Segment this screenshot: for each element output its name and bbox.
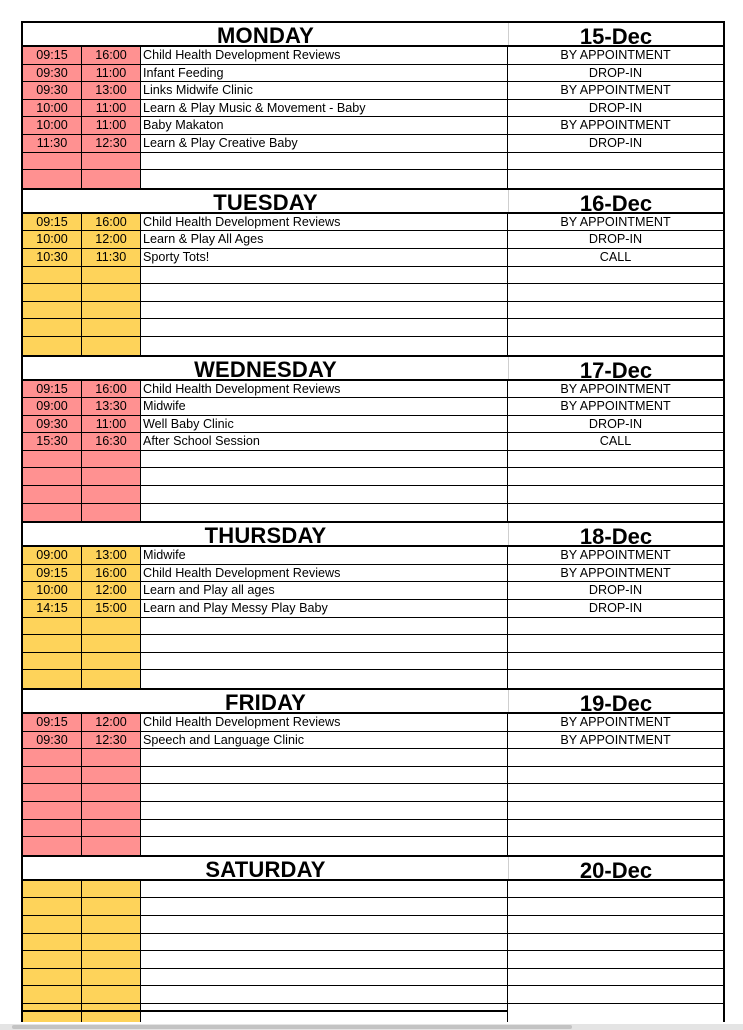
- booking-type: BY APPOINTMENT: [560, 732, 671, 747]
- booking-type: [508, 504, 723, 522]
- start-time: [23, 653, 82, 670]
- schedule-row: [23, 986, 723, 1004]
- end-time: [82, 986, 141, 1003]
- activity-name: Child Health Development Reviews: [141, 565, 508, 582]
- schedule-row: [23, 267, 723, 285]
- schedule-row: [23, 381, 723, 399]
- day-header: [23, 188, 723, 214]
- end-time: [82, 802, 141, 819]
- start-time: 09:15: [23, 214, 82, 231]
- booking-type: DROP-IN: [588, 583, 643, 598]
- schedule-row: [23, 784, 723, 802]
- schedule-row: [23, 319, 723, 337]
- schedule-row: [23, 398, 723, 416]
- booking-type: BY APPOINTMENT: [560, 715, 671, 729]
- end-time: [82, 881, 141, 898]
- schedule-row: [23, 468, 723, 486]
- booking-type: DROP-IN: [588, 65, 643, 80]
- booking-type: BY APPOINTMENT: [560, 565, 671, 580]
- booking-type: [508, 284, 723, 301]
- end-time: [82, 302, 141, 319]
- booking-type: [508, 653, 723, 670]
- booking-type: [508, 934, 723, 951]
- activity-name: [141, 504, 508, 522]
- end-time: [82, 898, 141, 915]
- start-time: [23, 969, 82, 986]
- activity-name: [141, 451, 508, 468]
- start-time: [23, 898, 82, 915]
- schedule-row: [23, 170, 723, 188]
- activity-name: Learn & Play All Ages: [141, 231, 508, 248]
- booking-type: [508, 153, 723, 170]
- booking-type: [508, 837, 723, 855]
- day-date: 18-Dec: [508, 523, 723, 545]
- activity-name: [141, 267, 508, 284]
- booking-type: [508, 767, 723, 784]
- end-time: [82, 635, 141, 652]
- end-time: [82, 337, 141, 355]
- start-time: 09:15: [23, 714, 82, 731]
- activity-name: [141, 934, 508, 951]
- booking-type: [508, 916, 723, 933]
- schedule-row: [23, 618, 723, 636]
- booking-type: [508, 670, 723, 688]
- activity-name: [141, 1004, 508, 1022]
- day-header: [23, 21, 723, 47]
- activity-name: [141, 337, 508, 355]
- activity-name: [141, 153, 508, 170]
- start-time: 14:15: [23, 600, 82, 617]
- schedule-row: [23, 416, 723, 434]
- schedule-row: [23, 820, 723, 838]
- booking-type: [508, 1004, 723, 1022]
- activity-name: [141, 820, 508, 837]
- schedule-row: [23, 732, 723, 750]
- start-time: [23, 951, 82, 968]
- activity-name: Midwife: [141, 398, 508, 415]
- schedule-row: [23, 635, 723, 653]
- day-header: [23, 521, 723, 550]
- day-name: SATURDAY: [205, 856, 326, 882]
- activity-name: [141, 653, 508, 670]
- end-time: 16:00: [82, 47, 141, 64]
- activity-name: [141, 767, 508, 784]
- schedule-row: [23, 65, 723, 83]
- activity-name: Learn & Play Creative Baby: [141, 135, 508, 152]
- activity-name: [141, 986, 508, 1003]
- end-time: 12:00: [82, 714, 141, 731]
- booking-type: BY APPOINTMENT: [560, 214, 671, 229]
- start-time: [23, 670, 82, 688]
- end-time: [82, 916, 141, 933]
- activity-name: Learn & Play Music & Movement - Baby: [141, 100, 508, 117]
- schedule-row: [23, 117, 723, 135]
- scrollbar-thumb[interactable]: [12, 1025, 572, 1029]
- schedule-row: [23, 284, 723, 302]
- day-header: [23, 688, 723, 714]
- day-date: 19-Dec: [508, 690, 723, 712]
- activity-name: Child Health Development Reviews: [141, 714, 508, 731]
- end-time: [82, 837, 141, 855]
- booking-type: [508, 486, 723, 503]
- start-time: 09:00: [23, 398, 82, 415]
- start-time: 09:15: [23, 381, 82, 398]
- schedule-row: [23, 504, 723, 522]
- activity-name: Speech and Language Clinic: [141, 732, 508, 749]
- end-time: [82, 267, 141, 284]
- day-section-monday: [21, 21, 725, 188]
- end-time: [82, 486, 141, 503]
- booking-type: [508, 451, 723, 468]
- start-time: [23, 784, 82, 801]
- start-time: [23, 802, 82, 819]
- booking-type: [508, 969, 723, 986]
- end-time: 12:00: [82, 582, 141, 599]
- booking-type: BY APPOINTMENT: [560, 48, 671, 62]
- schedule-row: [23, 302, 723, 320]
- schedule-row: [23, 881, 723, 899]
- day-header: [23, 855, 723, 881]
- end-time: 13:00: [82, 82, 141, 99]
- day-date: 17-Dec: [508, 357, 723, 379]
- start-time: 10:00: [23, 117, 82, 134]
- end-time: [82, 319, 141, 336]
- end-time: [82, 951, 141, 968]
- activity-name: Child Health Development Reviews: [141, 47, 508, 64]
- day-name: THURSDAY: [204, 523, 327, 549]
- start-time: [23, 934, 82, 951]
- end-time: 12:00: [82, 231, 141, 248]
- activity-name: [141, 468, 508, 485]
- booking-type: DROP-IN: [588, 100, 643, 115]
- start-time: [23, 284, 82, 301]
- end-time: [82, 934, 141, 951]
- day-name: FRIDAY: [224, 690, 307, 715]
- end-time: 11:30: [82, 249, 141, 266]
- start-time: 10:00: [23, 100, 82, 117]
- schedule-row: [23, 433, 723, 451]
- schedule-row: [23, 802, 723, 820]
- activity-name: [141, 898, 508, 915]
- booking-type: DROP-IN: [588, 601, 643, 616]
- start-time: [23, 916, 82, 933]
- end-time: [82, 468, 141, 485]
- weekly-schedule-sheet: [21, 21, 725, 1022]
- end-time: 13:30: [82, 398, 141, 415]
- booking-type: BY APPOINTMENT: [560, 381, 671, 396]
- booking-type: [508, 267, 723, 284]
- booking-type: [508, 170, 723, 188]
- activity-name: [141, 486, 508, 503]
- schedule-row: [23, 486, 723, 504]
- start-time: [23, 820, 82, 837]
- activity-name: After School Session: [141, 433, 508, 450]
- activity-name: Sporty Tots!: [141, 249, 508, 266]
- activity-name: Infant Feeding: [141, 65, 508, 82]
- day-name: MONDAY: [217, 23, 314, 48]
- schedule-row: [23, 565, 723, 583]
- activity-name: [141, 635, 508, 652]
- start-time: [23, 486, 82, 503]
- activity-name: Learn and Play Messy Play Baby: [141, 600, 508, 617]
- end-time: 11:00: [82, 65, 141, 82]
- start-time: [23, 302, 82, 319]
- start-time: 09:30: [23, 65, 82, 82]
- end-time: [82, 1004, 141, 1022]
- schedule-row: [23, 100, 723, 118]
- day-section-thursday: [21, 521, 725, 688]
- activity-name: [141, 951, 508, 968]
- activity-name: Child Health Development Reviews: [141, 381, 508, 398]
- activity-name: [141, 881, 508, 898]
- booking-type: BY APPOINTMENT: [560, 399, 671, 414]
- end-time: 16:00: [82, 214, 141, 231]
- end-time: 12:30: [82, 135, 141, 152]
- end-time: 16:00: [82, 381, 141, 398]
- start-time: [23, 618, 82, 635]
- day-section-wednesday: [21, 355, 725, 522]
- day-section-tuesday: [21, 188, 725, 355]
- schedule-row: [23, 249, 723, 267]
- activity-name: [141, 319, 508, 336]
- activity-name: [141, 749, 508, 766]
- booking-type: [508, 784, 723, 801]
- booking-type: [508, 302, 723, 319]
- end-time: 11:00: [82, 100, 141, 117]
- booking-type: BY APPOINTMENT: [560, 548, 671, 563]
- schedule-row: [23, 547, 723, 565]
- end-time: [82, 653, 141, 670]
- end-time: [82, 670, 141, 688]
- end-time: [82, 284, 141, 301]
- schedule-row: [23, 670, 723, 688]
- booking-type: DROP-IN: [588, 232, 643, 247]
- start-time: 10:30: [23, 249, 82, 266]
- start-time: 10:00: [23, 231, 82, 248]
- schedule-row: [23, 951, 723, 969]
- start-time: [23, 451, 82, 468]
- activity-name: Learn and Play all ages: [141, 582, 508, 599]
- schedule-row: [23, 767, 723, 785]
- start-time: [23, 337, 82, 355]
- end-time: [82, 767, 141, 784]
- end-time: 16:00: [82, 565, 141, 582]
- booking-type: CALL: [599, 249, 632, 264]
- start-time: [23, 881, 82, 898]
- end-time: [82, 153, 141, 170]
- schedule-row: [23, 934, 723, 952]
- start-time: [23, 468, 82, 485]
- booking-type: [508, 618, 723, 635]
- activity-name: [141, 670, 508, 688]
- activity-name: [141, 837, 508, 855]
- end-time: [82, 784, 141, 801]
- booking-type: [508, 468, 723, 485]
- end-time: 15:00: [82, 600, 141, 617]
- day-header: [23, 355, 723, 381]
- activity-name: [141, 916, 508, 933]
- day-date: 15-Dec: [508, 23, 723, 45]
- start-time: 10:00: [23, 582, 82, 599]
- schedule-row: [23, 582, 723, 600]
- start-time: 09:15: [23, 47, 82, 64]
- end-time: [82, 618, 141, 635]
- activity-name: [141, 302, 508, 319]
- booking-type: [508, 635, 723, 652]
- booking-type: [508, 898, 723, 915]
- start-time: [23, 319, 82, 336]
- start-time: [23, 153, 82, 170]
- activity-name: [141, 618, 508, 635]
- booking-type: [508, 802, 723, 819]
- end-time: [82, 504, 141, 522]
- booking-type: [508, 820, 723, 837]
- start-time: [23, 1004, 82, 1022]
- activity-name: [141, 802, 508, 819]
- schedule-row: [23, 749, 723, 767]
- schedule-row: [23, 837, 723, 855]
- schedule-row: [23, 82, 723, 100]
- schedule-row: [23, 47, 723, 65]
- schedule-row: [23, 451, 723, 469]
- schedule-row: [23, 714, 723, 732]
- schedule-row: [23, 214, 723, 232]
- booking-type: DROP-IN: [588, 135, 643, 150]
- start-time: [23, 635, 82, 652]
- booking-type: [508, 986, 723, 1003]
- schedule-row: [23, 231, 723, 249]
- day-name: TUESDAY: [213, 189, 318, 215]
- start-time: 11:30: [23, 135, 82, 152]
- booking-type: [508, 319, 723, 336]
- booking-type: [508, 881, 723, 898]
- schedule-row: [23, 1004, 723, 1022]
- bottom-border: [21, 1010, 507, 1012]
- end-time: [82, 749, 141, 766]
- start-time: 15:30: [23, 433, 82, 450]
- end-time: 11:00: [82, 416, 141, 433]
- day-date: 20-Dec: [508, 857, 723, 879]
- schedule-row: [23, 653, 723, 671]
- schedule-row: [23, 916, 723, 934]
- schedule-row: [23, 969, 723, 987]
- booking-type: [508, 951, 723, 968]
- schedule-row: [23, 600, 723, 618]
- end-time: 13:00: [82, 547, 141, 564]
- start-time: 09:30: [23, 82, 82, 99]
- end-time: [82, 820, 141, 837]
- schedule-row: [23, 898, 723, 916]
- schedule-row: [23, 135, 723, 153]
- end-time: [82, 451, 141, 468]
- booking-type: DROP-IN: [588, 416, 643, 431]
- end-time: 16:30: [82, 433, 141, 450]
- booking-type: BY APPOINTMENT: [560, 83, 671, 98]
- day-section-friday: [21, 688, 725, 855]
- start-time: 09:00: [23, 547, 82, 564]
- start-time: [23, 837, 82, 855]
- end-time: 12:30: [82, 732, 141, 749]
- booking-type: BY APPOINTMENT: [560, 118, 671, 133]
- schedule-row: [23, 337, 723, 355]
- schedule-row: [23, 153, 723, 171]
- day-section-saturday: [21, 855, 725, 1022]
- start-time: [23, 986, 82, 1003]
- start-time: [23, 504, 82, 522]
- booking-type: CALL: [599, 434, 632, 449]
- start-time: 09:30: [23, 732, 82, 749]
- start-time: [23, 767, 82, 784]
- end-time: 11:00: [82, 117, 141, 134]
- start-time: [23, 267, 82, 284]
- activity-name: [141, 784, 508, 801]
- activity-name: [141, 170, 508, 188]
- start-time: 09:15: [23, 565, 82, 582]
- start-time: [23, 749, 82, 766]
- start-time: [23, 170, 82, 188]
- end-time: [82, 969, 141, 986]
- booking-type: [508, 337, 723, 355]
- activity-name: [141, 969, 508, 986]
- activity-name: Midwife: [141, 547, 508, 564]
- activity-name: Child Health Development Reviews: [141, 214, 508, 231]
- activity-name: [141, 284, 508, 301]
- activity-name: Links Midwife Clinic: [141, 82, 508, 99]
- start-time: 09:30: [23, 416, 82, 433]
- activity-name: Well Baby Clinic: [141, 416, 508, 433]
- booking-type: [508, 749, 723, 766]
- activity-name: Baby Makaton: [141, 117, 508, 134]
- end-time: [82, 170, 141, 188]
- day-date: 16-Dec: [508, 190, 723, 212]
- day-name: WEDNESDAY: [194, 356, 337, 382]
